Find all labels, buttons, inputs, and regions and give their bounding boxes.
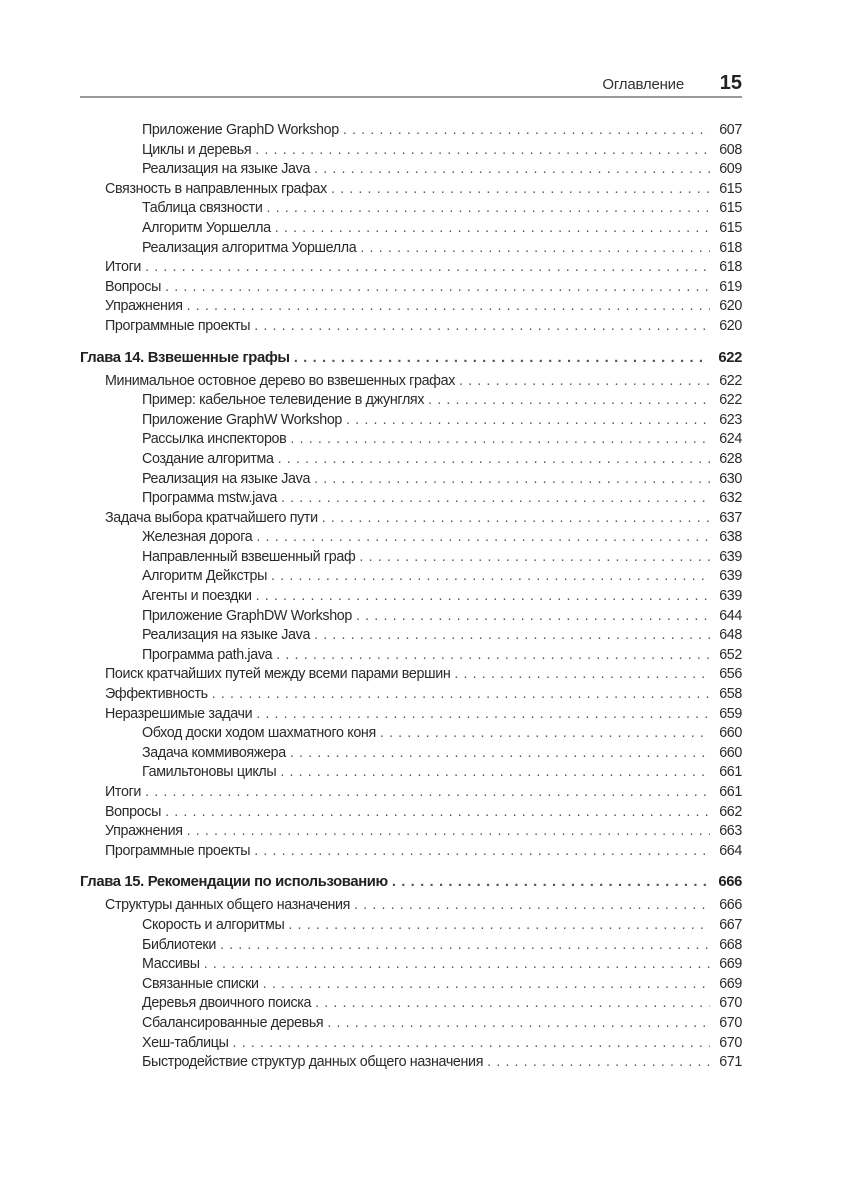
toc-entry-title: Структуры данных общего назначения (105, 897, 351, 914)
toc-entry-page: 660 (719, 744, 742, 761)
dot-leader (322, 509, 710, 529)
toc-entry-page: 668 (719, 936, 742, 953)
toc-entry-page: 620 (719, 298, 742, 315)
dot-leader (267, 199, 711, 219)
toc-entry-title: Скорость и алгоритмы (142, 916, 285, 933)
dot-leader (281, 489, 710, 509)
toc-entry-title: Железная дорога (142, 529, 253, 546)
toc-entry[interactable] (80, 896, 742, 916)
toc-entry[interactable] (80, 430, 742, 450)
toc-entry-title: Программные проекты (105, 842, 251, 859)
toc-entry[interactable] (80, 803, 742, 823)
toc-entry-title: Алгоритм Уоршелла (142, 219, 271, 236)
toc-entry[interactable] (80, 121, 742, 141)
dot-leader (487, 1053, 710, 1073)
dot-leader (280, 763, 710, 783)
toc-entry-title: Итоги (105, 259, 142, 276)
toc-entry[interactable] (80, 1034, 742, 1054)
toc-entry[interactable] (80, 724, 742, 744)
toc-entry-page: 615 (719, 180, 742, 197)
toc-entry-page: 622 (719, 392, 742, 409)
toc-entry[interactable] (80, 783, 742, 803)
toc-entry-page: 660 (719, 725, 742, 742)
toc-entry-page: 637 (719, 509, 742, 526)
toc-entry-page: 661 (719, 764, 742, 781)
toc-entry-title: Хеш-таблицы (142, 1034, 229, 1051)
dot-leader (331, 180, 710, 200)
dot-leader (254, 317, 710, 337)
dot-leader (271, 567, 710, 587)
dot-leader (356, 607, 710, 627)
dot-leader (459, 372, 710, 392)
toc-entry-page: 618 (719, 259, 742, 276)
toc-entry-page: 615 (719, 200, 742, 217)
toc-entry-title: Неразрешимые задачи (105, 705, 253, 722)
toc-entry-title: Сбалансированные деревья (142, 1014, 324, 1031)
dot-leader (233, 1034, 710, 1054)
toc-entry-page: 618 (719, 239, 742, 256)
toc-entry[interactable] (80, 141, 742, 161)
dot-leader (187, 822, 710, 842)
toc-entry[interactable] (80, 548, 742, 568)
dot-leader (165, 278, 710, 298)
toc-entry-page: 669 (719, 975, 742, 992)
toc-entry-title: Создание алгоритма (142, 450, 274, 467)
dot-leader (314, 470, 710, 490)
toc-entry[interactable] (80, 528, 742, 548)
toc-entry-page: 639 (719, 588, 742, 605)
dot-leader (212, 685, 710, 705)
toc-entry-title: Быстродействие структур данных общего назначения (142, 1054, 484, 1071)
toc-chapter-entry[interactable] (80, 347, 742, 369)
toc-entry-page: 630 (719, 470, 742, 487)
toc-entry-page: 648 (719, 627, 742, 644)
toc-entry[interactable] (80, 450, 742, 470)
toc-entry-title: Глава 15. Рекомендации по использованию (80, 874, 388, 891)
toc-entry-title: Реализация на языке Java (142, 161, 311, 178)
dot-leader (294, 347, 706, 369)
toc-entry-page: 608 (719, 141, 742, 158)
toc-entry-title: Эффективность (105, 686, 208, 703)
toc-entry[interactable] (80, 199, 742, 219)
toc-entry[interactable] (80, 567, 742, 587)
dot-leader (392, 871, 706, 893)
toc-entry[interactable] (80, 916, 742, 936)
toc-entry[interactable] (80, 509, 742, 529)
dot-leader (255, 141, 710, 161)
dot-leader (454, 665, 710, 685)
toc-entry-title: Алгоритм Дейкстры (142, 568, 268, 585)
toc-entry[interactable] (80, 994, 742, 1014)
toc-entry[interactable] (80, 705, 742, 725)
toc-entry-page: 671 (719, 1054, 742, 1071)
dot-leader (204, 955, 710, 975)
toc-entry[interactable] (80, 297, 742, 317)
toc-entry-title: Вопросы (105, 803, 162, 820)
toc-entry-page: 623 (719, 411, 742, 428)
toc-entry-title: Программные проекты (105, 317, 251, 334)
dot-leader (187, 297, 710, 317)
toc-chapter-entry[interactable] (80, 871, 742, 893)
toc-entry-title: Итоги (105, 784, 142, 800)
toc-entry-page: 652 (719, 646, 742, 663)
toc-entry-page: 638 (719, 529, 742, 546)
toc-entry-title: Реализация на языке Java (142, 627, 311, 644)
toc-entry[interactable] (80, 391, 742, 411)
toc-entry-title: Приложение GraphW Workshop (142, 411, 343, 428)
header-title: Оглавление (602, 76, 684, 93)
running-header (80, 72, 742, 96)
toc-entry-page: 664 (719, 842, 742, 859)
toc-entry[interactable] (80, 685, 742, 705)
toc-entry[interactable] (80, 665, 742, 685)
dot-leader (360, 239, 710, 259)
toc-entry-title: Гамильтоновы циклы (142, 764, 277, 781)
toc-entry-title: Циклы и деревья (142, 141, 252, 158)
toc-entry[interactable] (80, 258, 742, 278)
toc-entry-title: Упражнения (105, 823, 183, 840)
dot-leader (343, 121, 710, 141)
toc-entry-title: Программа path.java (142, 646, 273, 663)
toc-entry-title: Поиск кратчайших путей между всеми парами вершин (105, 666, 451, 683)
dot-leader (354, 896, 710, 916)
toc-entry-title: Обход доски ходом шахматного коня (142, 725, 376, 742)
dot-leader (256, 705, 710, 725)
header-divider (80, 96, 742, 98)
toc-entry-title: Реализация алгоритма Уоршелла (142, 239, 357, 256)
toc-entry[interactable] (80, 317, 742, 337)
dot-leader (275, 219, 710, 239)
toc-entry[interactable] (80, 626, 742, 646)
toc-entry[interactable] (80, 955, 742, 975)
toc-entry-title: Агенты и поездки (142, 588, 252, 605)
toc-entry[interactable] (80, 239, 742, 259)
dot-leader (254, 842, 710, 862)
toc-entry-title: Массивы (142, 956, 200, 973)
dot-leader (314, 626, 710, 646)
toc-entry[interactable] (80, 842, 742, 862)
toc-entry-title: Приложение GraphD Workshop (142, 122, 339, 138)
dot-leader (256, 587, 710, 607)
toc-entry[interactable] (80, 646, 742, 666)
toc-entry-page: 624 (719, 431, 742, 448)
toc-entry-title: Программа mstw.java (142, 490, 277, 507)
toc-entry-title: Задача коммивояжера (142, 744, 286, 761)
toc-entry-page: 670 (719, 1014, 742, 1031)
toc-entry-title: Библиотеки (142, 936, 216, 953)
toc-entry-title: Задача выбора кратчайшего пути (105, 509, 318, 526)
dot-leader (314, 160, 710, 180)
toc-entry-title: Реализация на языке Java (142, 470, 311, 487)
dot-leader (288, 916, 710, 936)
toc-entry-page: 615 (719, 219, 742, 236)
toc-entry-page: 607 (719, 122, 742, 138)
toc-entry[interactable] (80, 160, 742, 180)
toc-entry-title: Направленный взвешенный граф (142, 548, 356, 565)
toc-entry-page: 639 (719, 568, 742, 585)
table-of-contents (80, 121, 742, 1073)
toc-entry-page: 639 (719, 548, 742, 565)
toc-entry-title: Минимальное остовное дерево во взвешенных графах (105, 372, 455, 389)
dot-leader (428, 391, 710, 411)
toc-entry[interactable] (80, 278, 742, 298)
toc-entry-title: Глава 14. Взвешенные графы (80, 349, 290, 366)
toc-entry-title: Таблица связности (142, 200, 263, 217)
dot-leader (290, 744, 710, 764)
toc-entry-page: 622 (719, 372, 742, 389)
toc-entry[interactable] (80, 936, 742, 956)
toc-entry-page: 659 (719, 705, 742, 722)
dot-leader (315, 994, 710, 1014)
toc-entry-page: 662 (719, 803, 742, 820)
toc-entry-title: Связанные списки (142, 975, 259, 992)
toc-entry-title: Приложение GraphDW Workshop (142, 607, 353, 624)
toc-entry-page: 619 (719, 278, 742, 295)
toc-entry-page: 666 (719, 897, 742, 914)
toc-entry[interactable] (80, 489, 742, 509)
toc-entry[interactable] (80, 763, 742, 783)
dot-leader (327, 1014, 710, 1034)
toc-entry-page: 669 (719, 956, 742, 973)
dot-leader (145, 783, 710, 803)
toc-entry[interactable] (80, 411, 742, 431)
dot-leader (256, 528, 710, 548)
toc-entry-page: 622 (718, 349, 742, 366)
dot-leader (276, 646, 710, 666)
toc-entry-page: 628 (719, 450, 742, 467)
toc-entry-title: Упражнения (105, 298, 183, 315)
toc-entry-page: 644 (719, 607, 742, 624)
dot-leader (263, 975, 710, 995)
toc-entry-title: Пример: кабельное телевидение в джунглях (142, 392, 425, 409)
toc-entry[interactable] (80, 607, 742, 627)
toc-entry-page: 661 (719, 784, 742, 800)
toc-entry[interactable] (80, 1053, 742, 1073)
dot-leader (220, 936, 710, 956)
dot-leader (165, 803, 710, 823)
dot-leader (278, 450, 710, 470)
toc-entry-title: Связность в направленных графах (105, 180, 327, 197)
dot-leader (346, 411, 710, 431)
toc-entry-page: 620 (719, 317, 742, 334)
toc-entry[interactable] (80, 975, 742, 995)
dot-leader (145, 258, 710, 278)
toc-entry[interactable] (80, 219, 742, 239)
toc-entry[interactable] (80, 744, 742, 764)
toc-entry[interactable] (80, 372, 742, 392)
toc-entry-page: 656 (719, 666, 742, 683)
toc-entry[interactable] (80, 180, 742, 200)
toc-entry-page: 609 (719, 161, 742, 178)
toc-entry-title: Деревья двоичного поиска (142, 995, 312, 1012)
page-number: 15 (719, 72, 742, 94)
toc-entry[interactable] (80, 470, 742, 490)
toc-entry[interactable] (80, 822, 742, 842)
toc-entry-page: 666 (718, 874, 742, 891)
toc-entry-page: 658 (719, 686, 742, 703)
toc-entry[interactable] (80, 587, 742, 607)
dot-leader (290, 430, 710, 450)
toc-entry-page: 667 (719, 916, 742, 933)
toc-entry-title: Вопросы (105, 278, 162, 295)
toc-entry-title: Рассылка инспекторов (142, 431, 287, 448)
toc-entry-page: 670 (719, 1034, 742, 1051)
toc-entry-page: 670 (719, 995, 742, 1012)
toc-entry-page: 632 (719, 490, 742, 507)
dot-leader (380, 724, 710, 744)
toc-entry-page: 663 (719, 823, 742, 840)
dot-leader (359, 548, 710, 568)
toc-entry[interactable] (80, 1014, 742, 1034)
